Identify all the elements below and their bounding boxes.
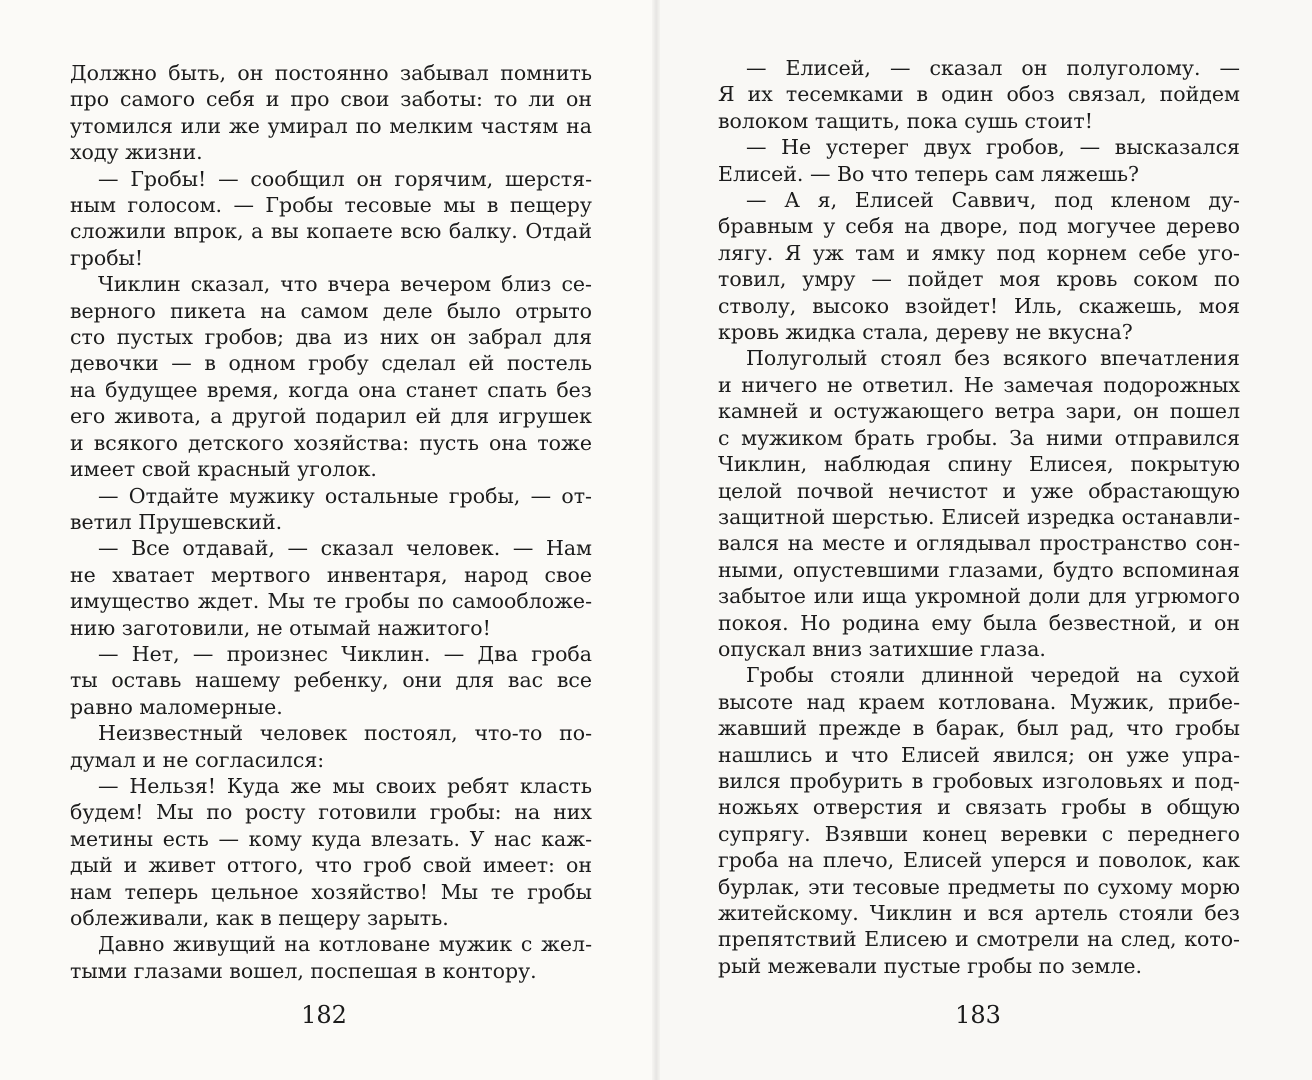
text-line: — А я, Елисей Саввич, под кленом ду- — [746, 188, 1240, 213]
text-line: жавший прежде в барак, был рад, что гробы — [718, 716, 1240, 741]
text-line: гробы! — [70, 245, 144, 270]
text-line: житейскому. Чиклин и вся артель стояли без — [718, 901, 1240, 925]
text-line: будем! Мы по росту готовили гробы: на них — [70, 800, 592, 825]
page-number: 182 — [301, 1001, 347, 1029]
text-line: Полуголый стоял без всякого впечатления — [746, 346, 1240, 371]
text-line: нам теперь цельное хозяйство! Мы те гробы — [70, 879, 592, 904]
text-line: дый и живет оттого, что гроб свой имеет: он — [70, 853, 592, 878]
text-line: нашлись и что Елисей явился; он уже упра- — [718, 742, 1240, 767]
text-line: на будущее время, когда она станет спать без — [70, 377, 592, 402]
text-line: кровь жидка стала, дереву не вкусна? — [718, 320, 1133, 345]
text-line: бурлак, эти тесовые предметы по сухому морю — [718, 874, 1240, 899]
text-line: опускал вниз затихшие глаза. — [718, 636, 1046, 661]
text-line: про самого себя и про свои заботы: то ли он — [70, 87, 592, 112]
text-line: ходу жизни. — [70, 140, 203, 165]
text-line: и всякого детского хозяйства: пусть она тоже — [70, 430, 592, 455]
text-line: Чиклин, наблюдая спину Елисея, покрытую — [718, 452, 1240, 477]
text-line: Неизвестный человек постоял, что-то по- — [98, 721, 592, 746]
text-line: бравным у себя на дворе, под могучее дерево — [718, 214, 1240, 239]
text-line: нию заготовили, не отымай нажитого! — [70, 615, 491, 640]
text-line: камней и остужающего ветра зари, он пошел — [718, 399, 1240, 424]
text-line: вился пробурить в гробовых изголовьях и под- — [718, 768, 1240, 793]
text-line: целой почвой нечистот и уже обрастающую — [718, 478, 1240, 503]
text-line: рый межевали пустые гробы по земле. — [718, 953, 1142, 978]
text-line: Я их тесемками в один обоз связал, пойдем — [718, 82, 1240, 107]
text-line: — Елисей, — сказал он полуголому. — — [746, 56, 1240, 80]
text-line: — Не устерег двух гробов, — высказался — [746, 135, 1240, 160]
text-line: — Все отдавай, — сказал человек. — Нам — [98, 536, 592, 561]
text-line: — Гробы! — сообщил он горячим, шерстя- — [98, 166, 592, 191]
text-line: с мужиком брать гробы. За ними отправился — [718, 425, 1240, 450]
text-line: покоя. Но родина ему была безвестной, и он — [718, 610, 1240, 635]
text-line: Гробы стояли длинной чередой на сухой — [746, 663, 1240, 688]
text-line: забытое или ища укромной доли для угрюмого — [718, 584, 1240, 609]
text-line: — Нельзя! Куда же мы своих ребят класть — [98, 773, 592, 798]
text-line: лягу. Я уж там и ямку под корнем себе уго- — [718, 240, 1240, 265]
right-page-text — [718, 55, 1240, 979]
text-line: ным голосом. — Гробы тесовые мы в пещеру — [70, 193, 592, 218]
text-line: думал и не согласился: — [70, 747, 325, 772]
text-line: стволу, высоко взойдет! Иль, скажешь, моя — [718, 293, 1240, 318]
text-line: защитной шерстью. Елисей изредка останавли- — [718, 504, 1240, 529]
left-page-text — [70, 60, 592, 984]
text-line: равно маломерные. — [70, 694, 283, 719]
text-line: сто пустых гробов; два из них он забрал для — [70, 325, 592, 350]
text-line: тыми глазами вошел, поспешая в контору. — [70, 958, 537, 983]
text-line: облеживали, как в пещеру зарыть. — [70, 906, 449, 930]
text-line: не хватает мертвого инвентаря, народ свое — [70, 562, 592, 587]
text-line: ты оставь нашему ребенку, они для вас все — [70, 668, 592, 693]
text-line: утомился или же умирал по мелким частям на — [70, 113, 592, 138]
text-line: имущество ждет. Мы те гробы по самообложе- — [70, 589, 592, 614]
text-line: — Отдайте мужику остальные гробы, — от- — [98, 483, 592, 508]
text-line: Елисей. — Во что теперь сам ляжешь? — [718, 161, 1140, 186]
page-number: 183 — [955, 1001, 1001, 1029]
text-line: его живота, а другой подарил ей для игрушек — [70, 404, 592, 429]
book-gutter — [652, 0, 660, 1080]
text-line: препятствий Елисею и смотрели на след, кото- — [718, 927, 1240, 952]
text-line: сложили впрок, а вы копаете всю балку. Отдай — [70, 219, 592, 244]
text-line: верного пикета на самом деле было отрыто — [70, 298, 592, 323]
text-line: — Нет, — произнес Чиклин. — Два гроба — [98, 641, 592, 666]
text-line: Должно быть, он постоянно забывал помнить — [70, 61, 592, 85]
right-page — [656, 0, 1312, 1080]
text-line: супрягу. Взявши конец веревки с переднего — [718, 821, 1240, 846]
text-line: вался на месте и оглядывал пространство сон- — [718, 531, 1240, 556]
text-line: ветил Прушевский. — [70, 509, 283, 534]
text-line: волоком тащить, пока сушь стоит! — [718, 108, 1093, 133]
text-line: товил, умру — пойдет моя кровь соком по — [718, 267, 1240, 292]
text-line: имеет свой красный уголок. — [70, 457, 377, 482]
text-line: Чиклин сказал, что вчера вечером близ се- — [98, 272, 592, 297]
text-line: высоте над краем котлована. Мужик, прибе- — [718, 689, 1240, 714]
text-line: ными, опустевшими глазами, будто вспоминая — [718, 557, 1240, 582]
text-line: Давно живущий на котловане мужик с жел- — [98, 932, 592, 957]
text-line: ножьях отверстия и связать гробы в общую — [718, 795, 1240, 820]
text-line: девочки — в одном гробу сделал ей постель — [70, 351, 592, 376]
text-line: гроба на плечо, Елисей уперся и поволок, как — [718, 848, 1240, 873]
text-line: и ничего не ответил. Не замечая подорожных — [718, 372, 1240, 397]
text-line: метины есть — кому куда влезать. У нас каж- — [70, 826, 592, 851]
